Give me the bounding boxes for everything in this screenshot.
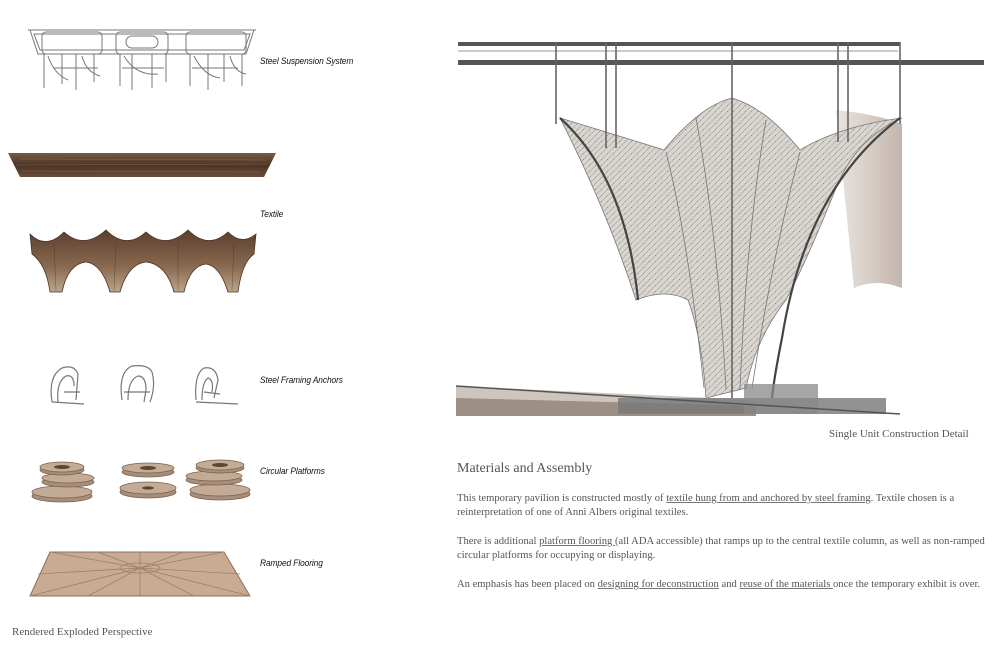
circular-platforms-drawing (28, 458, 256, 504)
materials-heading: Materials and Assembly (457, 461, 593, 476)
link-reuse-materials: reuse of the materials (739, 579, 833, 590)
wood-panel-drawing (6, 150, 280, 180)
link-textile-steel: textile hung from and anchored by steel framing (666, 493, 871, 504)
exploded-perspective-caption: Rendered Exploded Perspective (12, 626, 153, 638)
ramped-flooring-drawing (28, 548, 254, 600)
link-designing-deconstruction: designing for deconstruction (597, 579, 719, 590)
paragraph-materials: This temporary pavilion is constructed mostly of textile hung from and anchored by steel framing. Textile chosen is a reinterpretation of one of Anni Albers original textiles. (457, 493, 955, 519)
link-platform-flooring: platform flooring (539, 536, 615, 547)
label-ramped-flooring: Ramped Flooring (260, 558, 323, 569)
paragraph-deconstruction: An emphasis has been placed on designing for deconstruction and reuse of the materials once the temporary exhibit is over. (457, 579, 981, 590)
label-steel-suspension-system: Steel Suspension System (260, 56, 354, 67)
textile-drawing (28, 224, 258, 296)
construction-detail-drawing (456, 38, 986, 418)
label-textile: Textile (260, 209, 284, 220)
construction-detail-caption: Single Unit Construction Detail (829, 428, 969, 440)
label-circular-platforms: Circular Platforms (260, 466, 325, 477)
label-steel-framing-anchors: Steel Framing Anchors (260, 375, 343, 386)
paragraph-flooring: There is additional platform flooring (all ADA accessible) that ramps up to the central textile column, as well as non-ramped circular platforms for occupying or displaying. (457, 536, 985, 562)
steel-suspension-system-drawing (24, 24, 260, 94)
steel-framing-anchors-drawing (44, 362, 250, 408)
